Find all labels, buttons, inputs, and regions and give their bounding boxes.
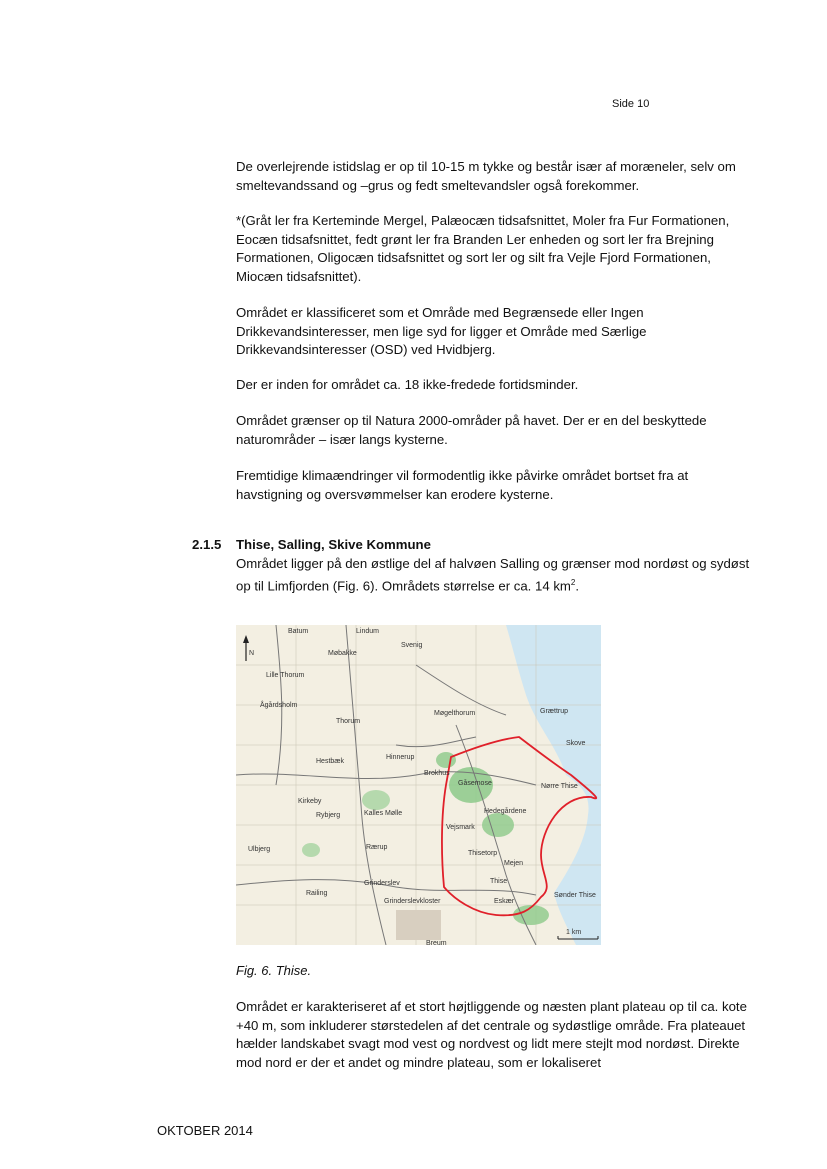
- label-kalles-molle: Kalles Mølle: [364, 810, 403, 817]
- closing-paragraph: Området er karakteriseret af et stort højtliggende og næsten plant plateau op til ca. kote +40 m, som inkluderer størstedelen af det centrale og sydøstlige område. Fra plateauet hælder landskabet svagt mod vest og nordvest og lidt mere stejlt mod nordøst. Direkte mod nord er der et andet og mindre plateau, som er lokaliseret: [236, 999, 747, 1070]
- label-vejsmark: Vejsmark: [446, 824, 475, 831]
- label-norre-thise: Nørre Thise: [541, 783, 578, 790]
- footer-date: OKTOBER 2014: [157, 1123, 253, 1138]
- label-lille-thorum: Lille Thorum: [266, 672, 305, 679]
- label-mobakke: Møbakke: [328, 650, 357, 657]
- label-gasemose: Gåsemose: [458, 780, 492, 787]
- section-number: 2.1.5: [192, 537, 222, 552]
- label-sonder-thise: Sønder Thise: [554, 892, 596, 899]
- paragraph-6: Fremtidige klimaændringer vil formodentlig ikke påvirke området bortset fra at havstigning og oversvømmelser kan erodere kysterne.: [236, 468, 689, 502]
- paragraph-1: De overlejrende istidslag er op til 10-15 m tykke og består især af moræneler, selv om smeltevandssand og –grus og fedt smeltevandsler også forekommer.: [236, 159, 736, 193]
- label-hestbaek: Hestbæk: [316, 758, 345, 765]
- label-brokhus: Brokhus: [424, 770, 450, 777]
- label-grattrup: Grættrup: [540, 708, 569, 715]
- label-svenig: Svenig: [401, 642, 423, 649]
- label-railing: Railing: [306, 890, 328, 897]
- label-batum: Batum: [288, 628, 309, 635]
- section-intro-text: Området ligger på den østlige del af halvøen Salling og grænser mod nordøst og sydøst op til Limfjorden (Fig. 6). Områdets størrelse er ca. 14 km: [236, 556, 750, 593]
- label-kirkeby: Kirkeby: [298, 798, 322, 805]
- label-eskaer: Eskær: [494, 898, 515, 905]
- figure-caption: Fig. 6. Thise.: [236, 963, 312, 978]
- label-mejen: Mejen: [504, 860, 524, 867]
- label-breum: Breum: [426, 940, 447, 945]
- scale-label: 1 km: [566, 929, 582, 936]
- label-agardsholm: Ågårdsholm: [260, 702, 298, 709]
- label-lindum: Lindum: [356, 628, 379, 635]
- label-raerup: Rærup: [366, 844, 388, 851]
- label-skove: Skove: [566, 740, 586, 747]
- paragraph-5: Området grænser op til Natura 2000-områder på havet. Der er en del beskyttede naturområder – især langs kysterne.: [236, 413, 707, 447]
- label-mogelthorum: Møgelthorum: [434, 710, 476, 717]
- topographic-map: [236, 625, 601, 945]
- label-thise: Thise: [490, 878, 508, 885]
- section-intro-end: .: [575, 577, 580, 593]
- section-intro: [236, 555, 756, 596]
- label-hinnerup: Hinnerup: [386, 754, 415, 761]
- paragraph-3: Området er klassificeret som et Område med Begrænsede eller Ingen Drikkevandsinteresser, men lige syd for ligger et Område med Særlige Drikkevandsinteresser (OSD) ved Hvidbjerg.: [236, 305, 647, 358]
- label-thorum: Thorum: [336, 718, 361, 725]
- label-thisetorp: Thisetorp: [468, 850, 498, 857]
- label-rybjerg: Rybjerg: [316, 812, 341, 819]
- page-number: Side 10: [612, 98, 650, 110]
- section-title: Thise, Salling, Skive Kommune: [236, 537, 431, 552]
- label-grinderslevkloster: Grinderslevkloster: [384, 898, 441, 905]
- area-unit-superscript: 2: [570, 577, 576, 587]
- label-hedegardene: Hedegårdene: [484, 808, 527, 815]
- map-figure: [236, 625, 601, 945]
- paragraph-4: Der er inden for området ca. 18 ikke-fredede fortidsminder.: [236, 377, 579, 392]
- label-ulbjerg: Ulbjerg: [248, 846, 271, 853]
- label-grinderslev: Grinderslev: [364, 880, 400, 887]
- breum-town: [396, 910, 441, 940]
- paragraph-2: *(Gråt ler fra Kerteminde Mergel, Palæocæn tidsafsnittet, Moler fra Fur Formationen, Eocæn tidsafsnittet, fedt grønt ler fra Branden Ler enheden og sort ler fra Brejning Formationen, Oligocæn tidsafsnittet og sort ler og silt fra Vejle Fjord Formationen, Miocæn tidsafsnittet).: [236, 213, 730, 284]
- north-label: N: [249, 650, 255, 657]
